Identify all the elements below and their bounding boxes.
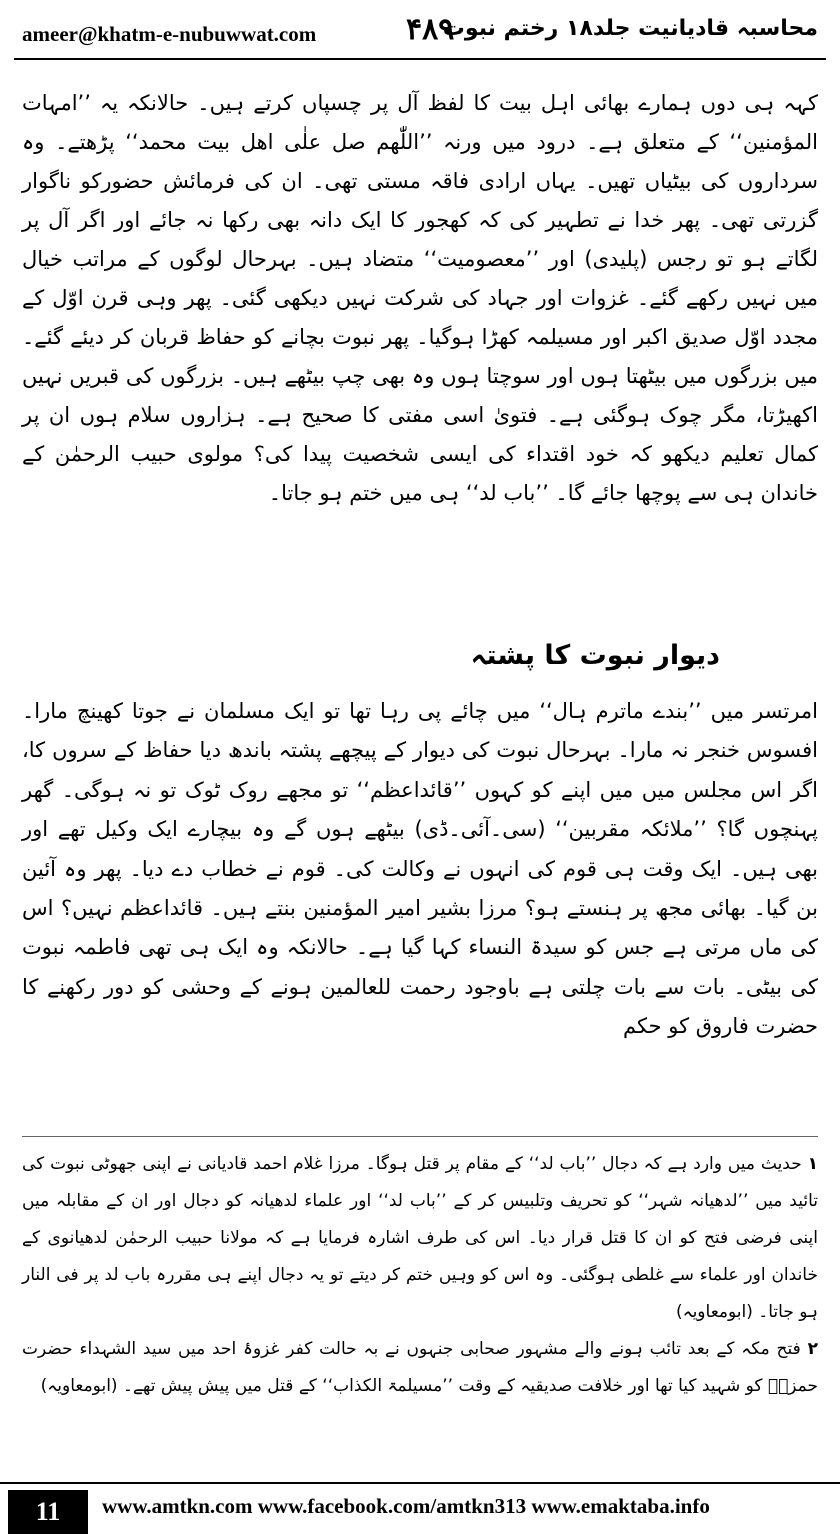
paragraph-text: امرتسر میں ’’بندے ماترم ہال‘‘ میں چائے پی رہا تھا تو ایک مسلمان نے جوتا کھینچ مارا۔ افسوس خنجر نہ مارا۔ بہرحال نبوت کی دیوار کے پیچھے پشتہ باندھ دیا حفاظ کے سروں کا، اگر اس مجلس میں میں اپنے کو کہوں ’’قائداعظم‘‘ تو مجھے روک ٹوک تو نہ ہوگی۔ گھر پہنچوں گا؟ ’’ملائکہ مقربین‘‘ (سی۔آئی۔ڈی) بیٹھے ہوں گے وہ بیچارے ایک وکیل تھے اور بھی ہیں۔ ایک وقت ہی قوم کی انہوں نے وکالت کی۔ قوم نے خطاب دے دیا۔ پھر وہ آئین بن گیا۔ بھائی مجھ پر ہنستے ہو؟ مرزا بشیر امیر المؤمنین بنتے ہیں۔ قائداعظم نہیں؟ اس کی ماں مرتی ہے جس کو سیدۃ النساء کہا گیا ہے۔ حالانکہ وہ ایک ہی تھی فاطمہ نبوت کی بیٹی۔ بات سے بات چلتی ہے باوجود رحمت للعالمین ہونے کے وحشی کو دور رکھنے کا حضرت فاروق کو حکم (22, 699, 818, 1039)
body-paragraph-2 (22, 692, 818, 1047)
body-paragraph-1 (22, 84, 818, 513)
footer-links: www.amtkn.com www.facebook.com/amtkn313 www.emaktaba.info (102, 1494, 710, 1518)
footnote-2 (22, 1331, 818, 1405)
section-heading: دیوار نبوت کا پشتہ (470, 640, 720, 671)
paragraph-text: کہہ ہی دوں ہمارے بھائی اہل بیت کا لفظ آل پر چسپاں کرتے ہیں۔ حالانکہ یہ ’’امہات المؤمنین‘‘ کے متعلق ہے۔ درود میں ورنہ ’’اللّٰھم صل علٰی اھل بیت محمد‘‘ پڑھتے۔ وہ سرداروں کی بیٹیاں تھیں۔ یہاں ارادی فاقہ مستی تھی۔ ان کی فرمائش حضورکو ناگوار گزرتی تھی۔ پھر خدا نے تطہیر کی کہ کھجور کا ایک دانہ بھی رکھا نہ جائے اور اگر آل پر لگاتے ہو تو رجس (پلیدی) اور ’’معصومیت‘‘ متضاد ہیں۔ بہرحال لوگوں کے مراتب خیال میں نہیں رکھے گئے۔ غزوات اور جہاد کی شرکت نہیں دیکھی گئی۔ پھر وہی قرن اوّل کے مجدد اوّل صدیق اکبر اور مسیلمہ کھڑا ہوگیا۔ پھر نبوت بچانے کو حفاظ قربان کر دیئے گئے۔ میں بزرگوں میں بیٹھتا ہوں اور سوچتا ہوں وہ بھی چپ بیٹھے ہیں۔ بزرگوں کی قبریں نہیں اکھیڑتا، مگر چوک ہوگئی ہے۔ فتویٰ اسی مفتی کا صحیح ہے۔ ہزاروں سلام ہوں ان پر کمال تعلیم دیکھو کہ خود اقتداء کی ایسی شخصیت پیدا کی؟ مولوی حبیب الرحمٰن کے خاندان ہی سے پوچھا جائے گا۔ ’’باب لد‘‘ ہی میں ختم ہو جاتا۔ (22, 91, 818, 505)
footnote-text: فتح مکہ کے بعد تائب ہونے والے مشہور صحابی جنہوں نے بہ حالت کفر غزوۂ احد میں سید الشہداء حضرت حمزہؓ کو شہید کیا تھا اور خلافت صدیقیہ کے وقت ’’مسیلمۃ الکذاب‘‘ کے قتل میں پیش پیش تھے۔ (ابومعاویہ) (22, 1339, 818, 1396)
header-page-number: ۴۸۹ (406, 12, 455, 47)
footnote-marker: ۲ (807, 1339, 818, 1359)
header-email: ameer@khatm-e-nubuwwat.com (22, 22, 317, 46)
footnote-1 (22, 1146, 818, 1331)
footnotes (22, 1146, 818, 1405)
footnote-marker: ۱ (807, 1154, 819, 1174)
header-rule (14, 58, 826, 60)
page-footer (0, 1482, 840, 1540)
footer-rule (0, 1482, 840, 1484)
footer-number-box: 11 (8, 1490, 88, 1534)
footnote-rule (22, 1136, 818, 1137)
header-title: محاسبہ قادیانیت جلد۱۸ رختم نبوت (442, 16, 818, 41)
footnote-text: حدیث میں وارد ہے کہ دجال ’’باب لد‘‘ کے مقام پر قتل ہوگا۔ مرزا غلام احمد قادیانی نے اپنی جھوٹی نبوت کی تائید میں ’’لدھیانہ شہر‘‘ کو تحریف وتلبیس کر کے ’’باب لد‘‘ اور علماء لدھیانہ کو دجال اور ان کے مقابلہ میں اپنی فرضی فتح کو ان کا قتل قرار دیا۔ اس کی طرف اشارہ فرمایا ہے کہ مولانا حبیب الرحمٰن لدھیانوی کے خاندان اور علماء سے غلطی ہوگئی۔ وہ اس کو وہیں ختم کر دیتے تو یہ دجال اپنے ہی مقررہ باب لد پر فی النار ہو جاتا۔ (ابومعاویہ) (22, 1154, 818, 1322)
page-header (14, 10, 826, 56)
